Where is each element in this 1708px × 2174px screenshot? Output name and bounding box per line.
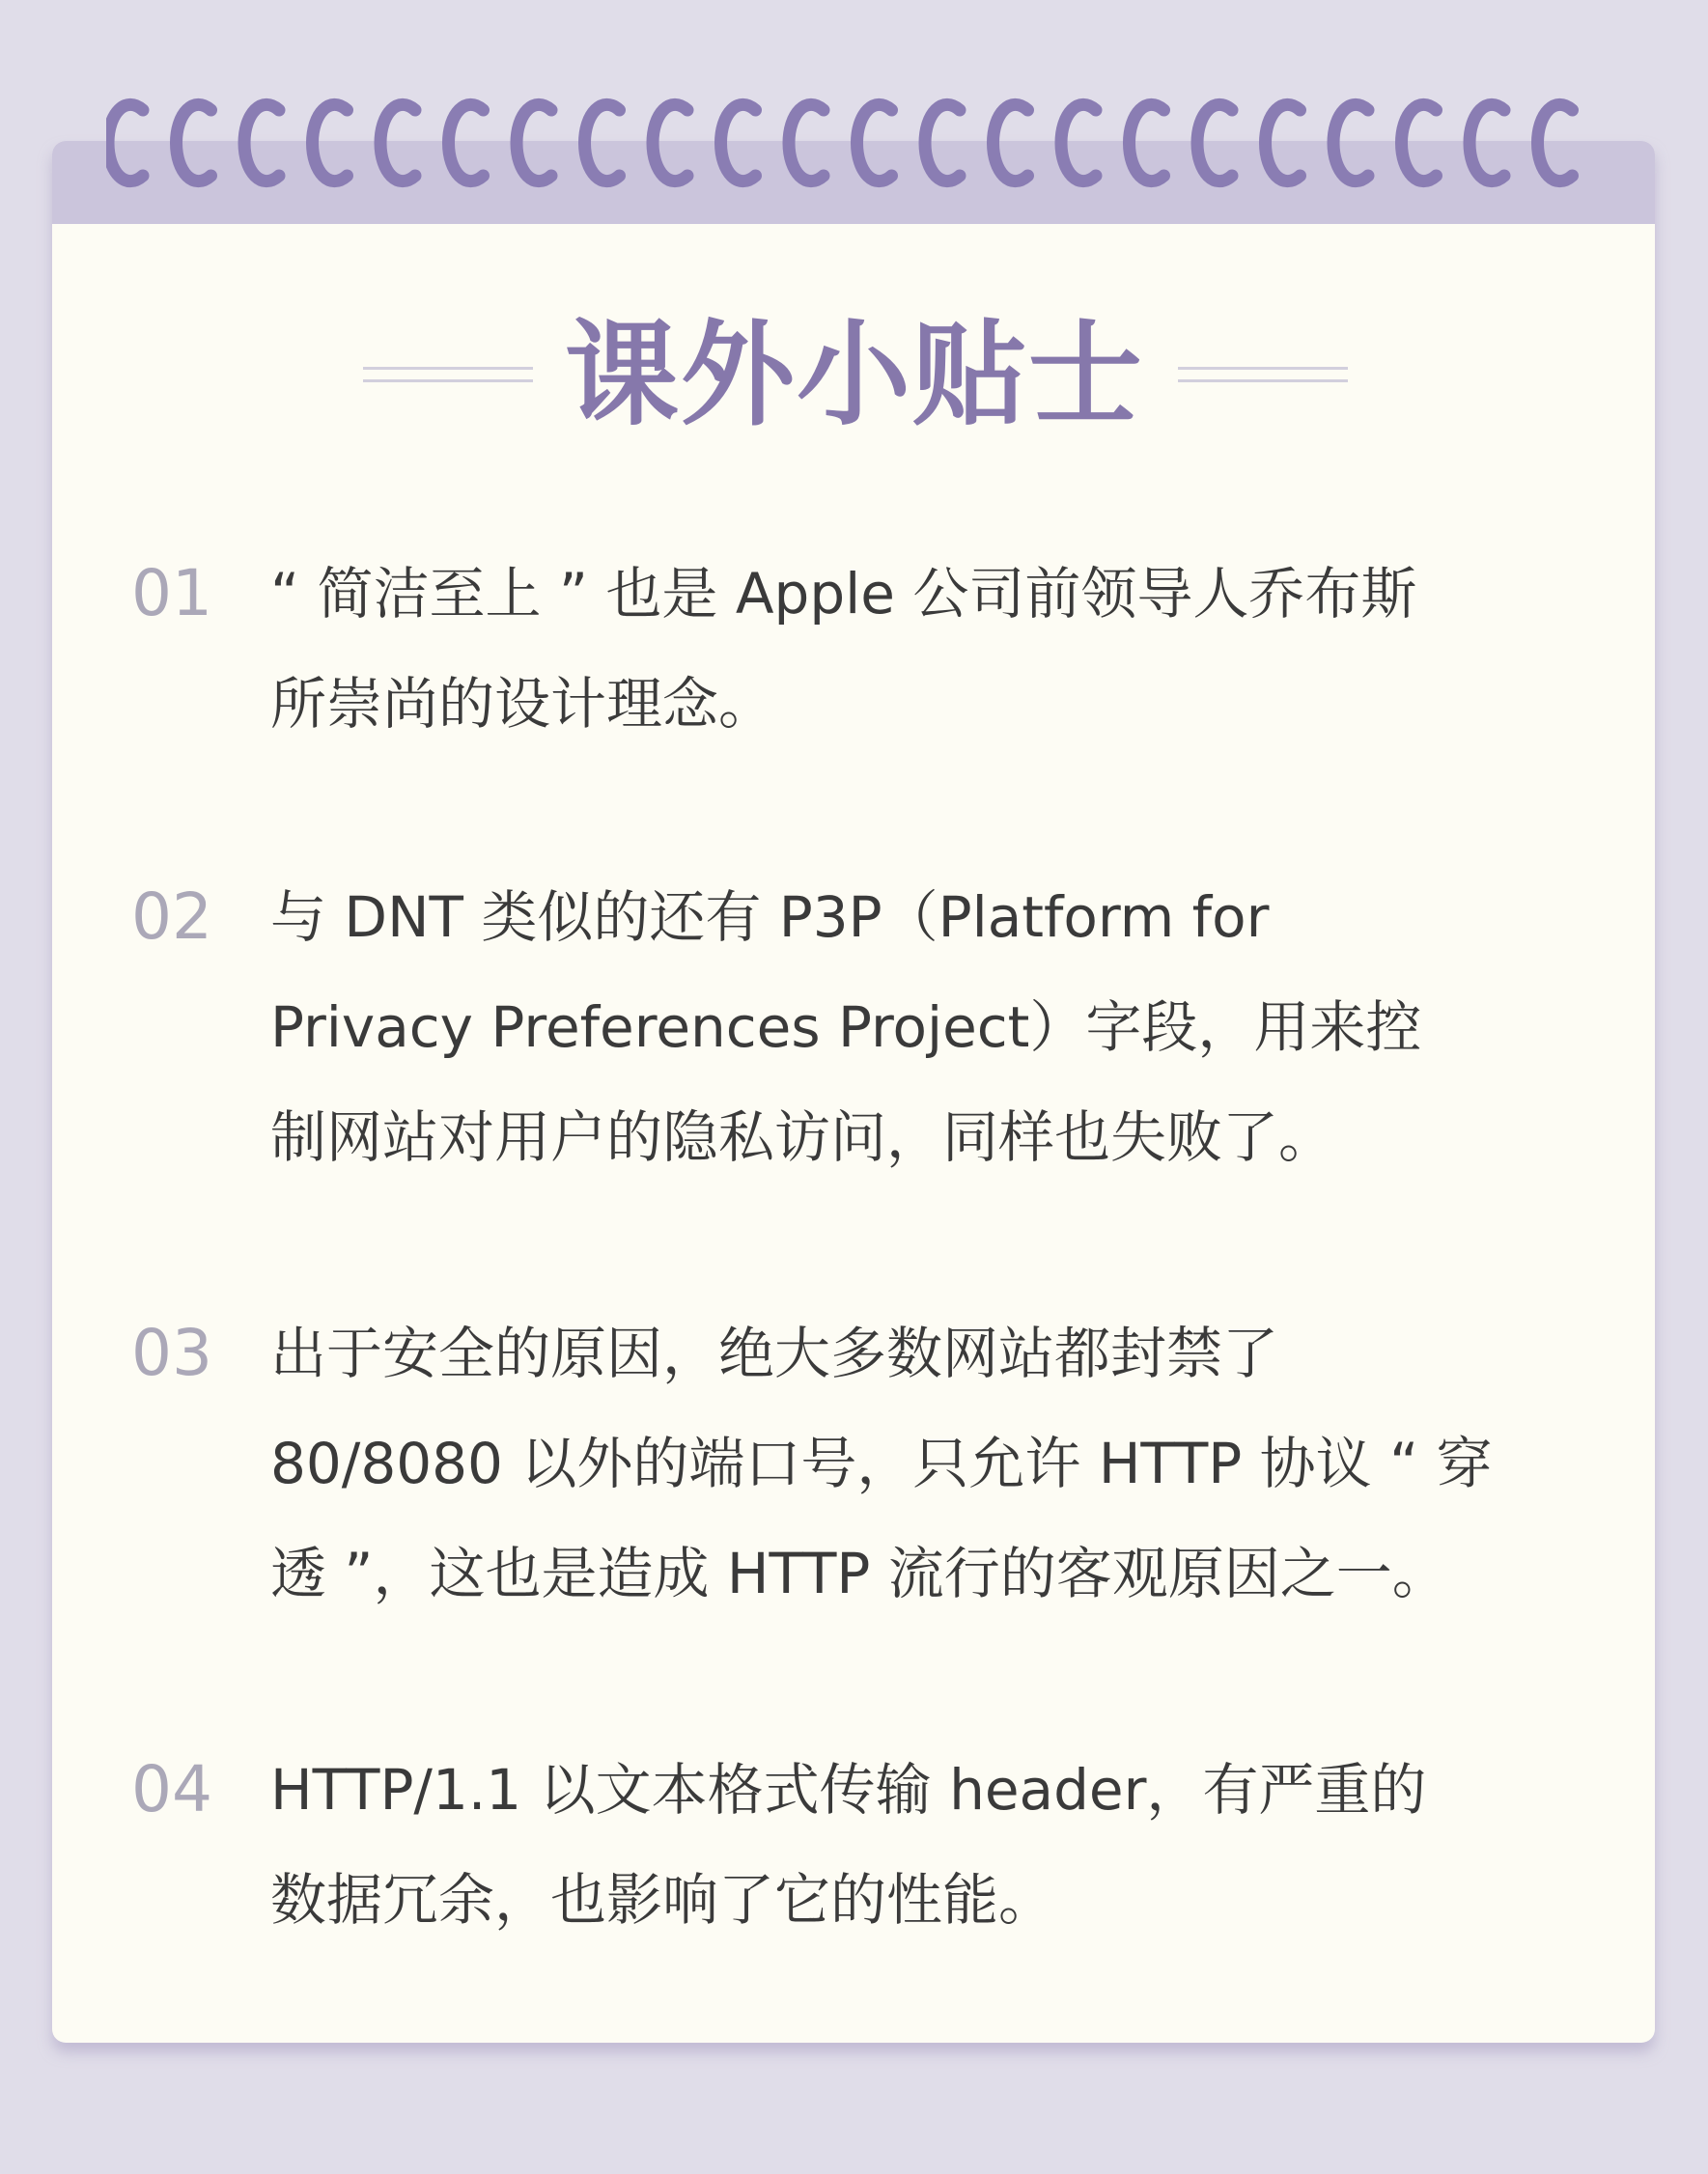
binding-ring xyxy=(244,104,279,181)
title-decoration-left xyxy=(363,367,533,382)
tip-line: 80/8080 以外的端口号，只允许 HTTP 协议 “ 穿 xyxy=(270,1431,1493,1496)
binding-ring xyxy=(1197,104,1232,181)
binding-ring xyxy=(653,104,687,181)
binding-ring xyxy=(1470,104,1504,181)
binding-ring xyxy=(1130,104,1164,181)
tip-number: 01 xyxy=(131,556,212,630)
binding-ring xyxy=(994,104,1028,181)
binding-ring xyxy=(857,104,892,181)
tip-line: 数据冗余，也影响了它的性能。 xyxy=(270,1867,1055,1933)
tip-line: 出于安全的原因，绝大多数网站都封禁了 xyxy=(270,1321,1279,1386)
tip-text xyxy=(270,862,1708,1192)
tip-line: 所崇尚的设计理念。 xyxy=(270,671,775,737)
binding-ring xyxy=(789,104,824,181)
tip-line: HTTP/1.1 以文本格式传输 header，有严重的 xyxy=(270,1757,1427,1823)
tip-line: Privacy Preferences Project）字段，用来控 xyxy=(270,994,1422,1060)
tip-text xyxy=(270,1735,1708,1955)
tip-line: 与 DNT 类似的还有 P3P（Platform for xyxy=(270,884,1270,950)
binding-ring xyxy=(108,104,143,181)
spiral-binding xyxy=(106,93,1603,193)
tip-line: 制网站对用户的隐私访问，同样也失败了。 xyxy=(270,1104,1335,1170)
tip-line: 透 ”，这也是造成 HTTP 流行的客观原因之一。 xyxy=(270,1541,1448,1606)
tip-text xyxy=(270,1298,1708,1629)
tip-number: 02 xyxy=(131,879,212,954)
page-title: 课外小贴士 xyxy=(564,308,1144,441)
tip-number: 04 xyxy=(131,1752,212,1826)
binding-ring xyxy=(1266,104,1301,181)
binding-ring xyxy=(1538,104,1573,181)
binding-ring xyxy=(177,104,211,181)
binding-ring xyxy=(721,104,756,181)
binding-ring xyxy=(449,104,484,181)
binding-ring xyxy=(925,104,960,181)
tip-text xyxy=(270,539,1708,759)
binding-ring xyxy=(517,104,551,181)
title-decoration-right xyxy=(1178,367,1348,382)
binding-ring xyxy=(1402,104,1437,181)
binding-ring xyxy=(313,104,348,181)
binding-ring xyxy=(380,104,415,181)
binding-ring xyxy=(585,104,620,181)
binding-ring xyxy=(1333,104,1368,181)
tip-number: 03 xyxy=(131,1316,212,1390)
tip-line: “ 简洁至上 ” 也是 Apple 公司前领导人乔布斯 xyxy=(270,561,1417,627)
binding-ring xyxy=(1061,104,1096,181)
